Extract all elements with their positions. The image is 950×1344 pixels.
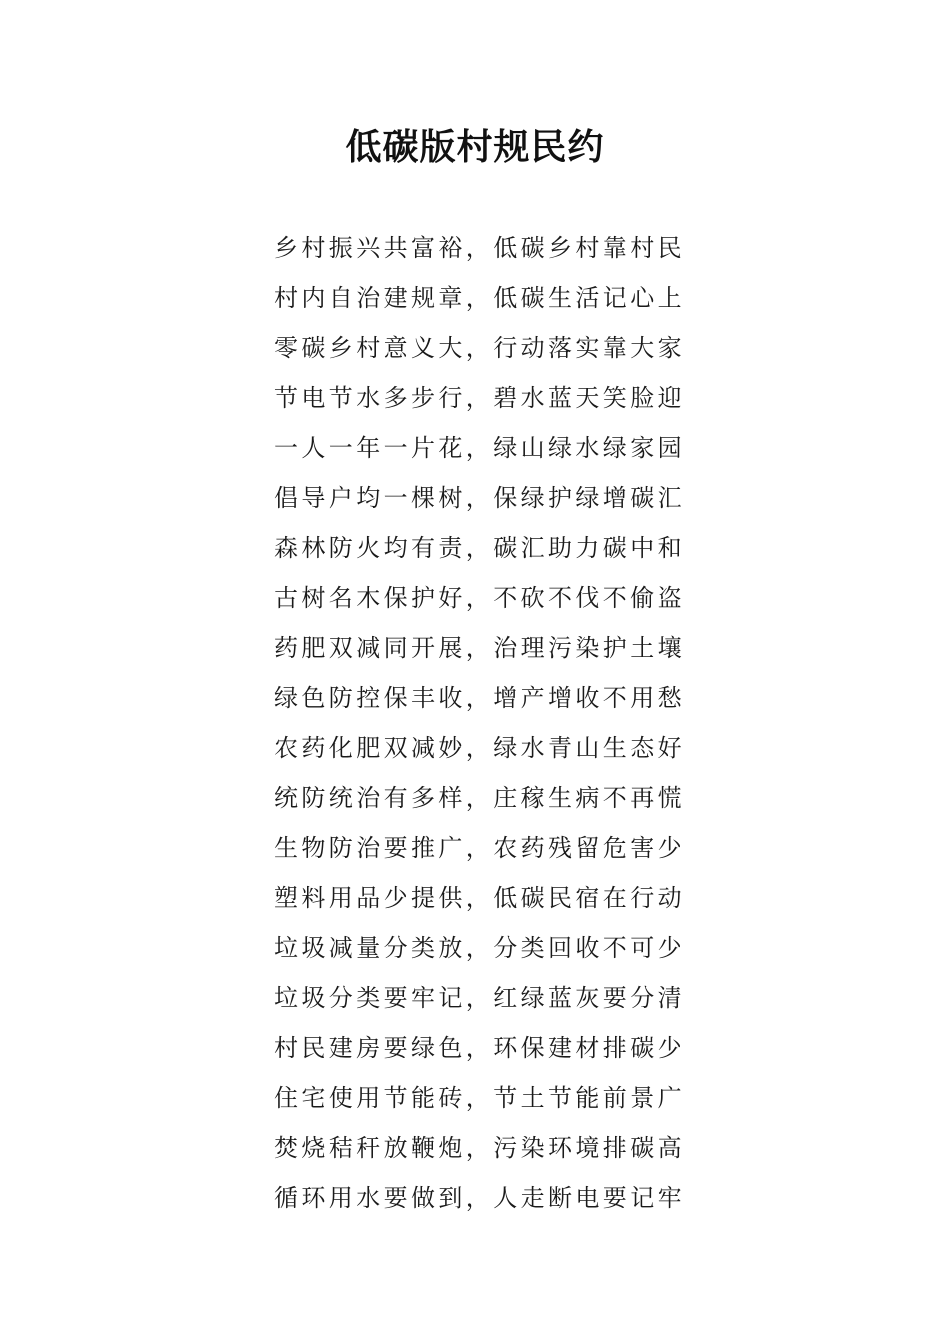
document-title: 低碳版村规民约 xyxy=(345,126,605,168)
poem-line: 生物防治要推广，农药残留危害少 xyxy=(274,834,685,862)
poem-line: 倡导户均一棵树，保绿护绿增碳汇 xyxy=(274,484,685,512)
poem-line: 乡村振兴共富裕，低碳乡村靠村民 xyxy=(274,234,685,262)
poem-line: 绿色防控保丰收，增产增收不用愁 xyxy=(274,684,685,712)
poem-line: 统防统治有多样，庄稼生病不再慌 xyxy=(274,784,685,812)
poem-line: 一人一年一片花，绿山绿水绿家园 xyxy=(274,434,685,462)
poem-line: 住宅使用节能砖，节土节能前景广 xyxy=(274,1084,685,1112)
poem-line: 古树名木保护好，不砍不伐不偷盗 xyxy=(274,584,685,612)
poem-line: 森林防火均有责，碳汇助力碳中和 xyxy=(274,534,685,562)
poem-body xyxy=(274,223,684,1223)
poem-line: 村民建房要绿色，环保建材排碳少 xyxy=(274,1034,685,1062)
poem-line: 节电节水多步行，碧水蓝天笑脸迎 xyxy=(274,384,685,412)
poem-line: 零碳乡村意义大，行动落实靠大家 xyxy=(274,334,685,362)
poem-line: 农药化肥双减妙，绿水青山生态好 xyxy=(274,734,685,762)
poem-line: 村内自治建规章，低碳生活记心上 xyxy=(274,284,685,312)
poem-line: 药肥双减同开展，治理污染护土壤 xyxy=(274,634,685,662)
poem-line: 焚烧秸秆放鞭炮，污染环境排碳高 xyxy=(274,1134,685,1162)
poem-line: 垃圾减量分类放，分类回收不可少 xyxy=(274,934,685,962)
poem-line: 塑料用品少提供，低碳民宿在行动 xyxy=(274,884,685,912)
poem-line: 循环用水要做到，人走断电要记牢 xyxy=(274,1184,685,1212)
poem-line: 垃圾分类要牢记，红绿蓝灰要分清 xyxy=(274,984,685,1012)
